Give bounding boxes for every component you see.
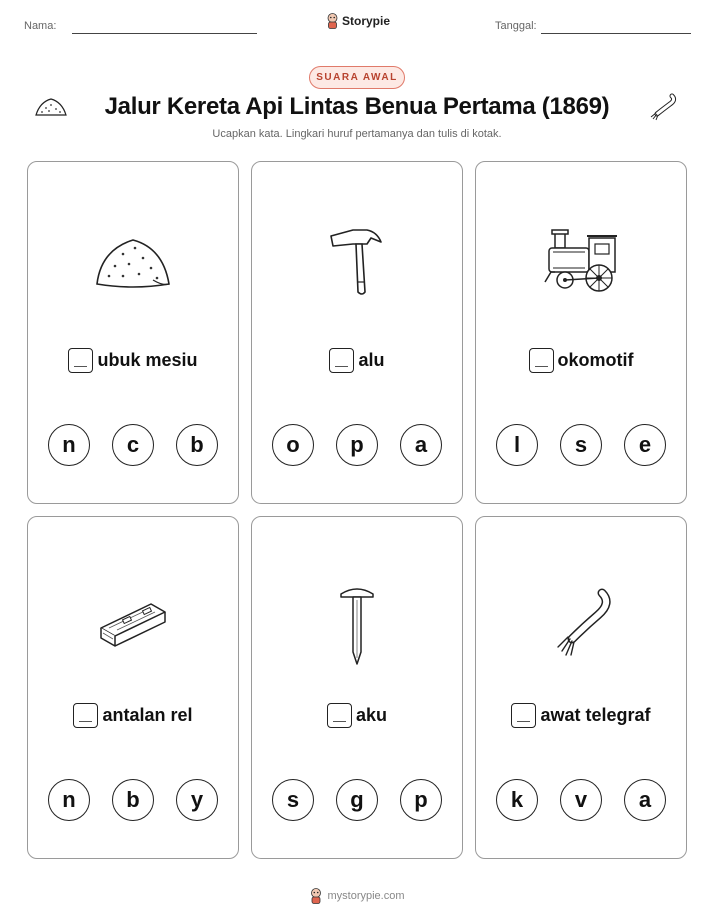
- letter-option[interactable]: c: [112, 424, 154, 466]
- letter-option[interactable]: o: [272, 424, 314, 466]
- word-ending: okomotif: [557, 350, 634, 370]
- date-field[interactable]: [541, 33, 691, 34]
- answer-box[interactable]: [327, 703, 352, 728]
- exercise-card: [251, 516, 463, 859]
- letter-option[interactable]: e: [624, 424, 666, 466]
- locomotive-icon: [543, 228, 619, 296]
- letter-option[interactable]: p: [400, 779, 442, 821]
- wire-title-icon: [648, 92, 678, 122]
- letter-option[interactable]: b: [112, 779, 154, 821]
- mascot-icon: [309, 888, 323, 904]
- instructions: Ucapkan kata. Lingkari huruf pertamanya dan tulis di kotak.: [212, 128, 502, 140]
- answer-box[interactable]: [73, 703, 98, 728]
- brand-logo: [326, 13, 390, 29]
- footer-link[interactable]: mystorypie.com: [327, 890, 405, 902]
- answer-box[interactable]: [68, 348, 93, 373]
- exercise-card: [27, 161, 239, 504]
- rail-spike-icon: [337, 584, 377, 666]
- exercise-card: [475, 161, 687, 504]
- name-label: Nama:: [24, 20, 57, 32]
- gunpowder-pile-icon: [93, 234, 173, 290]
- wooden-sleeper-icon: [97, 598, 169, 652]
- brand-name: Storypie: [342, 14, 391, 28]
- word-ending: aku: [355, 705, 388, 725]
- letter-option[interactable]: n: [48, 424, 90, 466]
- letter-option[interactable]: y: [176, 779, 218, 821]
- letter-option[interactable]: s: [560, 424, 602, 466]
- footer: [0, 888, 714, 904]
- page-title: Jalur Kereta Api Lintas Benua Pertama (1869): [104, 93, 610, 120]
- date-label: Tanggal:: [495, 20, 537, 32]
- name-field[interactable]: [72, 33, 257, 34]
- letter-option[interactable]: s: [272, 779, 314, 821]
- hammer-icon: [327, 226, 387, 298]
- answer-box[interactable]: [529, 348, 554, 373]
- mascot-icon: [326, 13, 339, 29]
- exercise-card: [475, 516, 687, 859]
- word-ending: alu: [358, 350, 385, 370]
- answer-box[interactable]: [329, 348, 354, 373]
- letter-option[interactable]: a: [624, 779, 666, 821]
- telegraph-wire-icon: [546, 587, 616, 663]
- letter-option[interactable]: n: [48, 779, 90, 821]
- letter-option[interactable]: b: [176, 424, 218, 466]
- exercise-card: [251, 161, 463, 504]
- letter-option[interactable]: k: [496, 779, 538, 821]
- letter-option[interactable]: p: [336, 424, 378, 466]
- letter-option[interactable]: g: [336, 779, 378, 821]
- word-ending: antalan rel: [102, 705, 193, 725]
- category-badge: SUARA AWAL: [309, 66, 405, 89]
- letter-option[interactable]: l: [496, 424, 538, 466]
- word-ending: awat telegraf: [540, 705, 651, 725]
- letter-option[interactable]: v: [560, 779, 602, 821]
- answer-box[interactable]: [511, 703, 536, 728]
- exercise-card: [27, 516, 239, 859]
- letter-option[interactable]: a: [400, 424, 442, 466]
- word-ending: ubuk mesiu: [97, 350, 198, 370]
